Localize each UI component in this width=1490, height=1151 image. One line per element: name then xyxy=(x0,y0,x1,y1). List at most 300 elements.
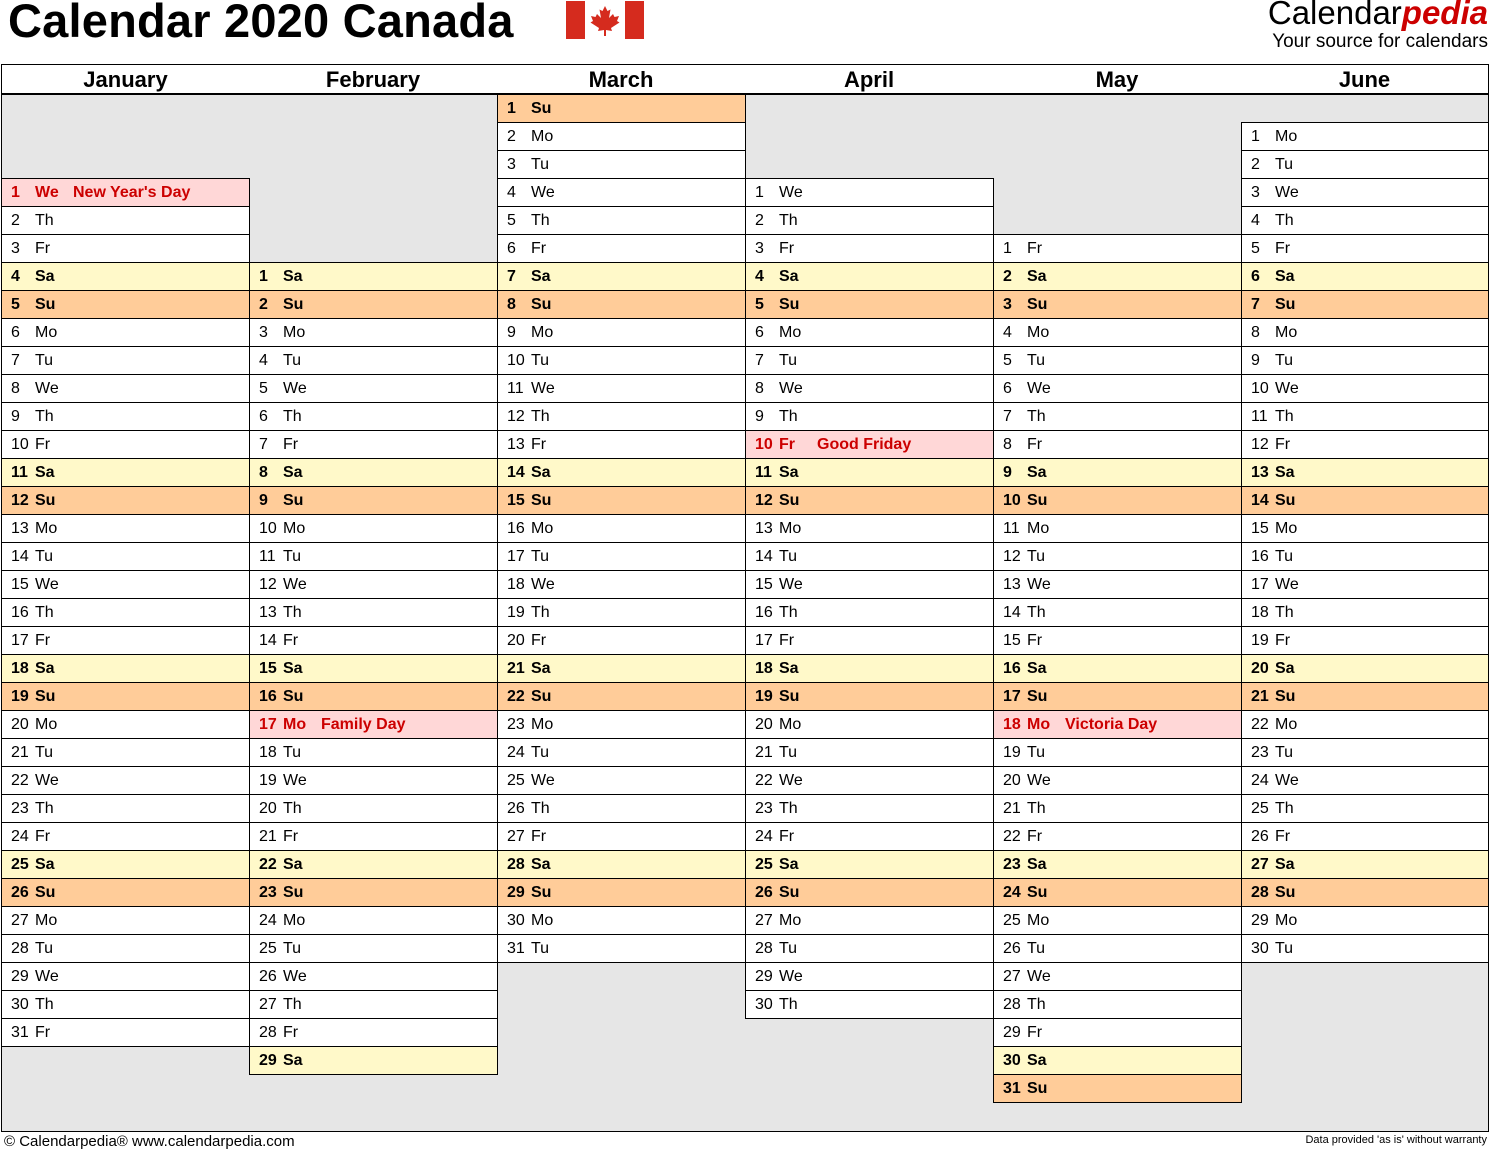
day-row xyxy=(745,431,994,459)
day-number: 17 xyxy=(1251,576,1269,593)
day-row xyxy=(993,655,1242,683)
weekday-label: Th xyxy=(283,408,302,425)
day-number: 19 xyxy=(1003,744,1021,761)
day-number: 24 xyxy=(1251,772,1269,789)
day-number: 16 xyxy=(507,520,525,537)
day-row xyxy=(2,935,250,963)
weekday-label: We xyxy=(35,380,59,397)
weekday-label: We xyxy=(1275,772,1299,789)
day-row xyxy=(1241,179,1488,207)
brand-name-accent: pedia xyxy=(1401,0,1488,31)
day-number: 26 xyxy=(11,884,29,901)
day-number: 30 xyxy=(1003,1052,1021,1069)
day-number: 20 xyxy=(755,716,773,733)
day-number: 30 xyxy=(755,996,773,1013)
day-number: 14 xyxy=(1003,604,1021,621)
weekday-label: Th xyxy=(1275,212,1294,229)
calendar-grid xyxy=(1,64,1489,1132)
day-row xyxy=(745,823,994,851)
day-number: 19 xyxy=(11,688,29,705)
weekday-label: Su xyxy=(531,884,552,901)
day-number: 22 xyxy=(259,856,277,873)
day-row xyxy=(497,263,746,291)
weekday-label: Sa xyxy=(779,268,799,285)
weekday-label: We xyxy=(531,576,555,593)
weekday-label: Mo xyxy=(1275,128,1298,145)
day-number: 13 xyxy=(507,436,525,453)
day-row xyxy=(249,543,498,571)
day-row xyxy=(2,963,250,991)
day-row xyxy=(497,627,746,655)
weekday-label: Mo xyxy=(1027,520,1050,537)
holiday-label: Family Day xyxy=(321,716,406,733)
weekday-label: Fr xyxy=(531,828,547,845)
weekday-label: Fr xyxy=(779,240,795,257)
weekday-label: Tu xyxy=(531,940,550,957)
weekday-label: Tu xyxy=(1027,352,1046,369)
day-number: 15 xyxy=(259,660,277,677)
day-row xyxy=(1241,291,1488,319)
day-number: 19 xyxy=(259,772,277,789)
day-row xyxy=(745,907,994,935)
day-number: 19 xyxy=(1251,632,1269,649)
day-row xyxy=(249,991,498,1019)
day-row xyxy=(745,683,994,711)
day-number: 4 xyxy=(11,268,20,285)
day-row xyxy=(745,207,994,235)
weekday-label: Fr xyxy=(35,828,51,845)
day-number: 7 xyxy=(11,352,20,369)
day-row xyxy=(2,515,250,543)
weekday-label: Tu xyxy=(1275,156,1294,173)
day-row xyxy=(2,487,250,515)
day-row xyxy=(497,515,746,543)
day-row xyxy=(497,431,746,459)
day-number: 9 xyxy=(259,492,268,509)
day-number: 6 xyxy=(1251,268,1260,285)
weekday-label: We xyxy=(1275,576,1299,593)
weekday-label: Su xyxy=(779,492,800,509)
holiday-label: Good Friday xyxy=(817,436,912,453)
day-row xyxy=(993,599,1242,627)
day-row xyxy=(249,851,498,879)
day-number: 16 xyxy=(259,688,277,705)
weekday-label: Su xyxy=(779,884,800,901)
month-header: January xyxy=(2,65,250,95)
day-number: 9 xyxy=(755,408,764,425)
weekday-label: Tu xyxy=(1027,548,1046,565)
day-number: 30 xyxy=(1251,940,1269,957)
day-number: 10 xyxy=(11,436,29,453)
weekday-label: We xyxy=(283,772,307,789)
day-number: 23 xyxy=(1251,744,1269,761)
day-row xyxy=(497,767,746,795)
day-row xyxy=(249,879,498,907)
day-row xyxy=(1241,879,1488,907)
holiday-label: New Year's Day xyxy=(73,184,191,201)
day-number: 14 xyxy=(259,632,277,649)
day-row xyxy=(1241,375,1488,403)
weekday-label: Mo xyxy=(779,324,802,341)
day-number: 21 xyxy=(507,660,525,677)
day-number: 27 xyxy=(259,996,277,1013)
brand-logo xyxy=(1268,0,1488,52)
day-number: 25 xyxy=(1251,800,1269,817)
day-row xyxy=(497,347,746,375)
day-row xyxy=(2,851,250,879)
weekday-label: Tu xyxy=(1027,744,1046,761)
weekday-label: We xyxy=(1027,772,1051,789)
weekday-label: Mo xyxy=(35,324,58,341)
weekday-label: Mo xyxy=(1275,912,1298,929)
day-row xyxy=(249,907,498,935)
day-row xyxy=(249,935,498,963)
month-header: February xyxy=(249,65,498,95)
day-number: 4 xyxy=(507,184,516,201)
day-row xyxy=(497,907,746,935)
day-row xyxy=(993,291,1242,319)
day-number: 23 xyxy=(755,800,773,817)
day-number: 29 xyxy=(259,1052,277,1069)
weekday-label: Su xyxy=(1027,296,1048,313)
day-row xyxy=(993,347,1242,375)
day-number: 29 xyxy=(1251,912,1269,929)
day-number: 9 xyxy=(1003,464,1012,481)
day-number: 29 xyxy=(755,968,773,985)
day-row xyxy=(1241,151,1488,179)
weekday-label: Sa xyxy=(1275,268,1295,285)
day-number: 14 xyxy=(507,464,525,481)
day-number: 26 xyxy=(1003,940,1021,957)
weekday-label: Th xyxy=(35,800,54,817)
day-row xyxy=(2,907,250,935)
weekday-label: We xyxy=(35,968,59,985)
weekday-label: Tu xyxy=(779,352,798,369)
weekday-label: Th xyxy=(35,996,54,1013)
weekday-label: Su xyxy=(283,884,304,901)
weekday-label: Sa xyxy=(1027,856,1047,873)
day-number: 3 xyxy=(507,156,516,173)
day-number: 1 xyxy=(259,268,268,285)
day-number: 19 xyxy=(507,604,525,621)
day-number: 26 xyxy=(1251,828,1269,845)
day-number: 18 xyxy=(11,660,29,677)
weekday-label: Fr xyxy=(1275,240,1291,257)
day-number: 3 xyxy=(1251,184,1260,201)
weekday-label: Sa xyxy=(779,660,799,677)
day-row xyxy=(249,795,498,823)
day-number: 31 xyxy=(507,940,525,957)
day-number: 7 xyxy=(1251,296,1260,313)
day-row xyxy=(2,207,250,235)
day-number: 5 xyxy=(11,296,20,313)
weekday-label: Mo xyxy=(779,716,802,733)
day-number: 17 xyxy=(259,716,277,733)
day-number: 21 xyxy=(259,828,277,845)
day-number: 6 xyxy=(11,324,20,341)
day-row xyxy=(745,487,994,515)
day-row xyxy=(993,935,1242,963)
day-number: 1 xyxy=(1251,128,1260,145)
day-number: 5 xyxy=(259,380,268,397)
weekday-label: Tu xyxy=(531,744,550,761)
day-number: 12 xyxy=(259,576,277,593)
day-row xyxy=(249,375,498,403)
day-number: 27 xyxy=(755,912,773,929)
weekday-label: Th xyxy=(1027,800,1046,817)
weekday-label: Sa xyxy=(531,268,551,285)
day-number: 10 xyxy=(1003,492,1021,509)
weekday-label: Fr xyxy=(35,1024,51,1041)
day-number: 24 xyxy=(11,828,29,845)
day-row xyxy=(249,403,498,431)
day-row xyxy=(497,487,746,515)
weekday-label: Fr xyxy=(35,436,51,453)
weekday-label: Mo xyxy=(1027,912,1050,929)
day-number: 7 xyxy=(755,352,764,369)
day-number: 13 xyxy=(1003,576,1021,593)
day-row xyxy=(2,823,250,851)
weekday-label: We xyxy=(779,772,803,789)
weekday-label: Tu xyxy=(35,352,54,369)
day-row xyxy=(497,94,746,123)
weekday-label: We xyxy=(531,380,555,397)
day-row xyxy=(2,543,250,571)
weekday-label: Fr xyxy=(1027,240,1043,257)
weekday-label: Tu xyxy=(35,548,54,565)
month-column-june xyxy=(1241,65,1488,1131)
day-number: 27 xyxy=(507,828,525,845)
day-row xyxy=(2,599,250,627)
day-row xyxy=(497,207,746,235)
day-row xyxy=(497,403,746,431)
day-row xyxy=(1241,235,1488,263)
weekday-label: Fr xyxy=(531,240,547,257)
day-row xyxy=(745,571,994,599)
day-row xyxy=(497,151,746,179)
day-number: 16 xyxy=(11,604,29,621)
day-number: 11 xyxy=(11,464,28,481)
weekday-label: Fr xyxy=(1275,632,1291,649)
day-row xyxy=(249,767,498,795)
day-row xyxy=(2,879,250,907)
day-row xyxy=(745,795,994,823)
weekday-label: Su xyxy=(35,492,56,509)
day-number: 21 xyxy=(1003,800,1021,817)
day-number: 29 xyxy=(11,968,29,985)
day-number: 6 xyxy=(755,324,764,341)
weekday-label: Fr xyxy=(1027,436,1043,453)
weekday-label: Mo xyxy=(283,716,307,733)
day-row xyxy=(745,655,994,683)
day-number: 12 xyxy=(507,408,525,425)
day-row xyxy=(993,1047,1242,1075)
day-number: 24 xyxy=(259,912,277,929)
day-number: 2 xyxy=(755,212,764,229)
day-row xyxy=(2,991,250,1019)
weekday-label: Sa xyxy=(531,464,551,481)
day-number: 29 xyxy=(507,884,525,901)
day-number: 9 xyxy=(1251,352,1260,369)
day-row xyxy=(993,487,1242,515)
day-row xyxy=(1241,122,1488,151)
day-row xyxy=(745,291,994,319)
day-number: 25 xyxy=(1003,912,1021,929)
day-number: 8 xyxy=(1003,436,1012,453)
day-row xyxy=(1241,627,1488,655)
day-row xyxy=(993,234,1242,263)
day-number: 26 xyxy=(507,800,525,817)
day-number: 11 xyxy=(1251,408,1268,425)
brand-tagline: Your source for calendars xyxy=(1272,31,1488,52)
weekday-label: Tu xyxy=(283,744,302,761)
day-number: 3 xyxy=(259,324,268,341)
day-row xyxy=(993,907,1242,935)
day-number: 13 xyxy=(755,520,773,537)
weekday-label: We xyxy=(1027,576,1051,593)
weekday-label: Su xyxy=(1027,688,1048,705)
day-row xyxy=(497,935,746,963)
day-row xyxy=(2,655,250,683)
day-number: 14 xyxy=(11,548,29,565)
day-number: 28 xyxy=(507,856,525,873)
day-row xyxy=(993,543,1242,571)
day-number: 11 xyxy=(1003,520,1020,537)
weekday-label: Sa xyxy=(283,464,303,481)
weekday-label: Mo xyxy=(1275,716,1298,733)
weekday-label: Th xyxy=(531,604,550,621)
weekday-label: Th xyxy=(779,408,798,425)
day-number: 28 xyxy=(11,940,29,957)
day-row xyxy=(1241,851,1488,879)
day-row xyxy=(249,711,498,739)
brand-name-main: Calendar xyxy=(1267,0,1402,31)
day-row xyxy=(745,403,994,431)
weekday-label: We xyxy=(1275,184,1299,201)
day-row xyxy=(745,851,994,879)
day-number: 13 xyxy=(11,520,29,537)
day-row xyxy=(2,347,250,375)
day-number: 15 xyxy=(507,492,525,509)
weekday-label: Th xyxy=(1275,800,1294,817)
day-number: 5 xyxy=(507,212,516,229)
day-number: 13 xyxy=(1251,464,1269,481)
day-row xyxy=(1241,907,1488,935)
day-row xyxy=(249,262,498,291)
weekday-label: Su xyxy=(283,296,304,313)
day-number: 1 xyxy=(1003,240,1012,257)
day-row xyxy=(1241,543,1488,571)
weekday-label: Th xyxy=(283,604,302,621)
weekday-label: Fr xyxy=(283,1024,299,1041)
weekday-label: Mo xyxy=(779,520,802,537)
weekday-label: Tu xyxy=(779,548,798,565)
day-row xyxy=(2,683,250,711)
day-row xyxy=(993,823,1242,851)
day-row xyxy=(745,879,994,907)
weekday-label: Tu xyxy=(779,940,798,957)
weekday-label: Su xyxy=(531,688,552,705)
day-number: 3 xyxy=(1003,296,1012,313)
page-title: Calendar 2020 Canada xyxy=(8,0,514,47)
day-number: 18 xyxy=(1251,604,1269,621)
day-number: 15 xyxy=(1003,632,1021,649)
day-number: 15 xyxy=(11,576,29,593)
day-number: 14 xyxy=(755,548,773,565)
day-number: 26 xyxy=(755,884,773,901)
weekday-label: Fr xyxy=(283,632,299,649)
month-column-april xyxy=(745,65,994,1131)
day-number: 6 xyxy=(507,240,516,257)
weekday-label: Mo xyxy=(283,324,306,341)
day-number: 10 xyxy=(259,520,277,537)
day-row xyxy=(1241,683,1488,711)
day-row xyxy=(993,375,1242,403)
weekday-label: Th xyxy=(779,800,798,817)
weekday-label: Su xyxy=(1027,492,1048,509)
day-number: 14 xyxy=(1251,492,1269,509)
weekday-label: Tu xyxy=(1275,940,1294,957)
month-header: April xyxy=(745,65,994,95)
weekday-label: Fr xyxy=(1027,632,1043,649)
weekday-label: Sa xyxy=(35,268,55,285)
weekday-label: We xyxy=(283,380,307,397)
footer-disclaimer: Data provided 'as is' without warranty xyxy=(1305,1134,1487,1146)
day-number: 9 xyxy=(11,408,20,425)
day-row xyxy=(497,879,746,907)
day-row xyxy=(745,347,994,375)
day-number: 1 xyxy=(507,100,516,117)
weekday-label: Su xyxy=(283,688,304,705)
day-row xyxy=(249,655,498,683)
day-number: 20 xyxy=(1003,772,1021,789)
day-number: 26 xyxy=(259,968,277,985)
day-number: 1 xyxy=(11,184,20,201)
month-header: June xyxy=(1241,65,1488,95)
day-row xyxy=(1241,711,1488,739)
weekday-label: Fr xyxy=(1027,828,1043,845)
weekday-label: Sa xyxy=(1275,660,1295,677)
day-number: 5 xyxy=(755,296,764,313)
day-row xyxy=(1241,767,1488,795)
weekday-label: Tu xyxy=(283,940,302,957)
day-row xyxy=(2,1019,250,1047)
weekday-label: Th xyxy=(1027,408,1046,425)
weekday-label: Mo xyxy=(35,716,58,733)
weekday-label: Sa xyxy=(35,856,55,873)
day-row xyxy=(1241,487,1488,515)
day-row xyxy=(497,823,746,851)
weekday-label: Mo xyxy=(531,324,554,341)
day-number: 10 xyxy=(507,352,525,369)
weekday-label: Th xyxy=(1027,604,1046,621)
day-row xyxy=(249,739,498,767)
day-number: 18 xyxy=(259,744,277,761)
day-number: 3 xyxy=(11,240,20,257)
day-row xyxy=(1241,739,1488,767)
day-number: 22 xyxy=(755,772,773,789)
day-row xyxy=(1241,347,1488,375)
day-number: 31 xyxy=(1003,1080,1021,1097)
day-number: 28 xyxy=(259,1024,277,1041)
day-row xyxy=(745,627,994,655)
day-row xyxy=(993,795,1242,823)
weekday-label: Mo xyxy=(531,520,554,537)
day-row xyxy=(745,459,994,487)
day-number: 17 xyxy=(1003,688,1021,705)
weekday-label: Sa xyxy=(779,856,799,873)
day-number: 11 xyxy=(755,464,772,481)
